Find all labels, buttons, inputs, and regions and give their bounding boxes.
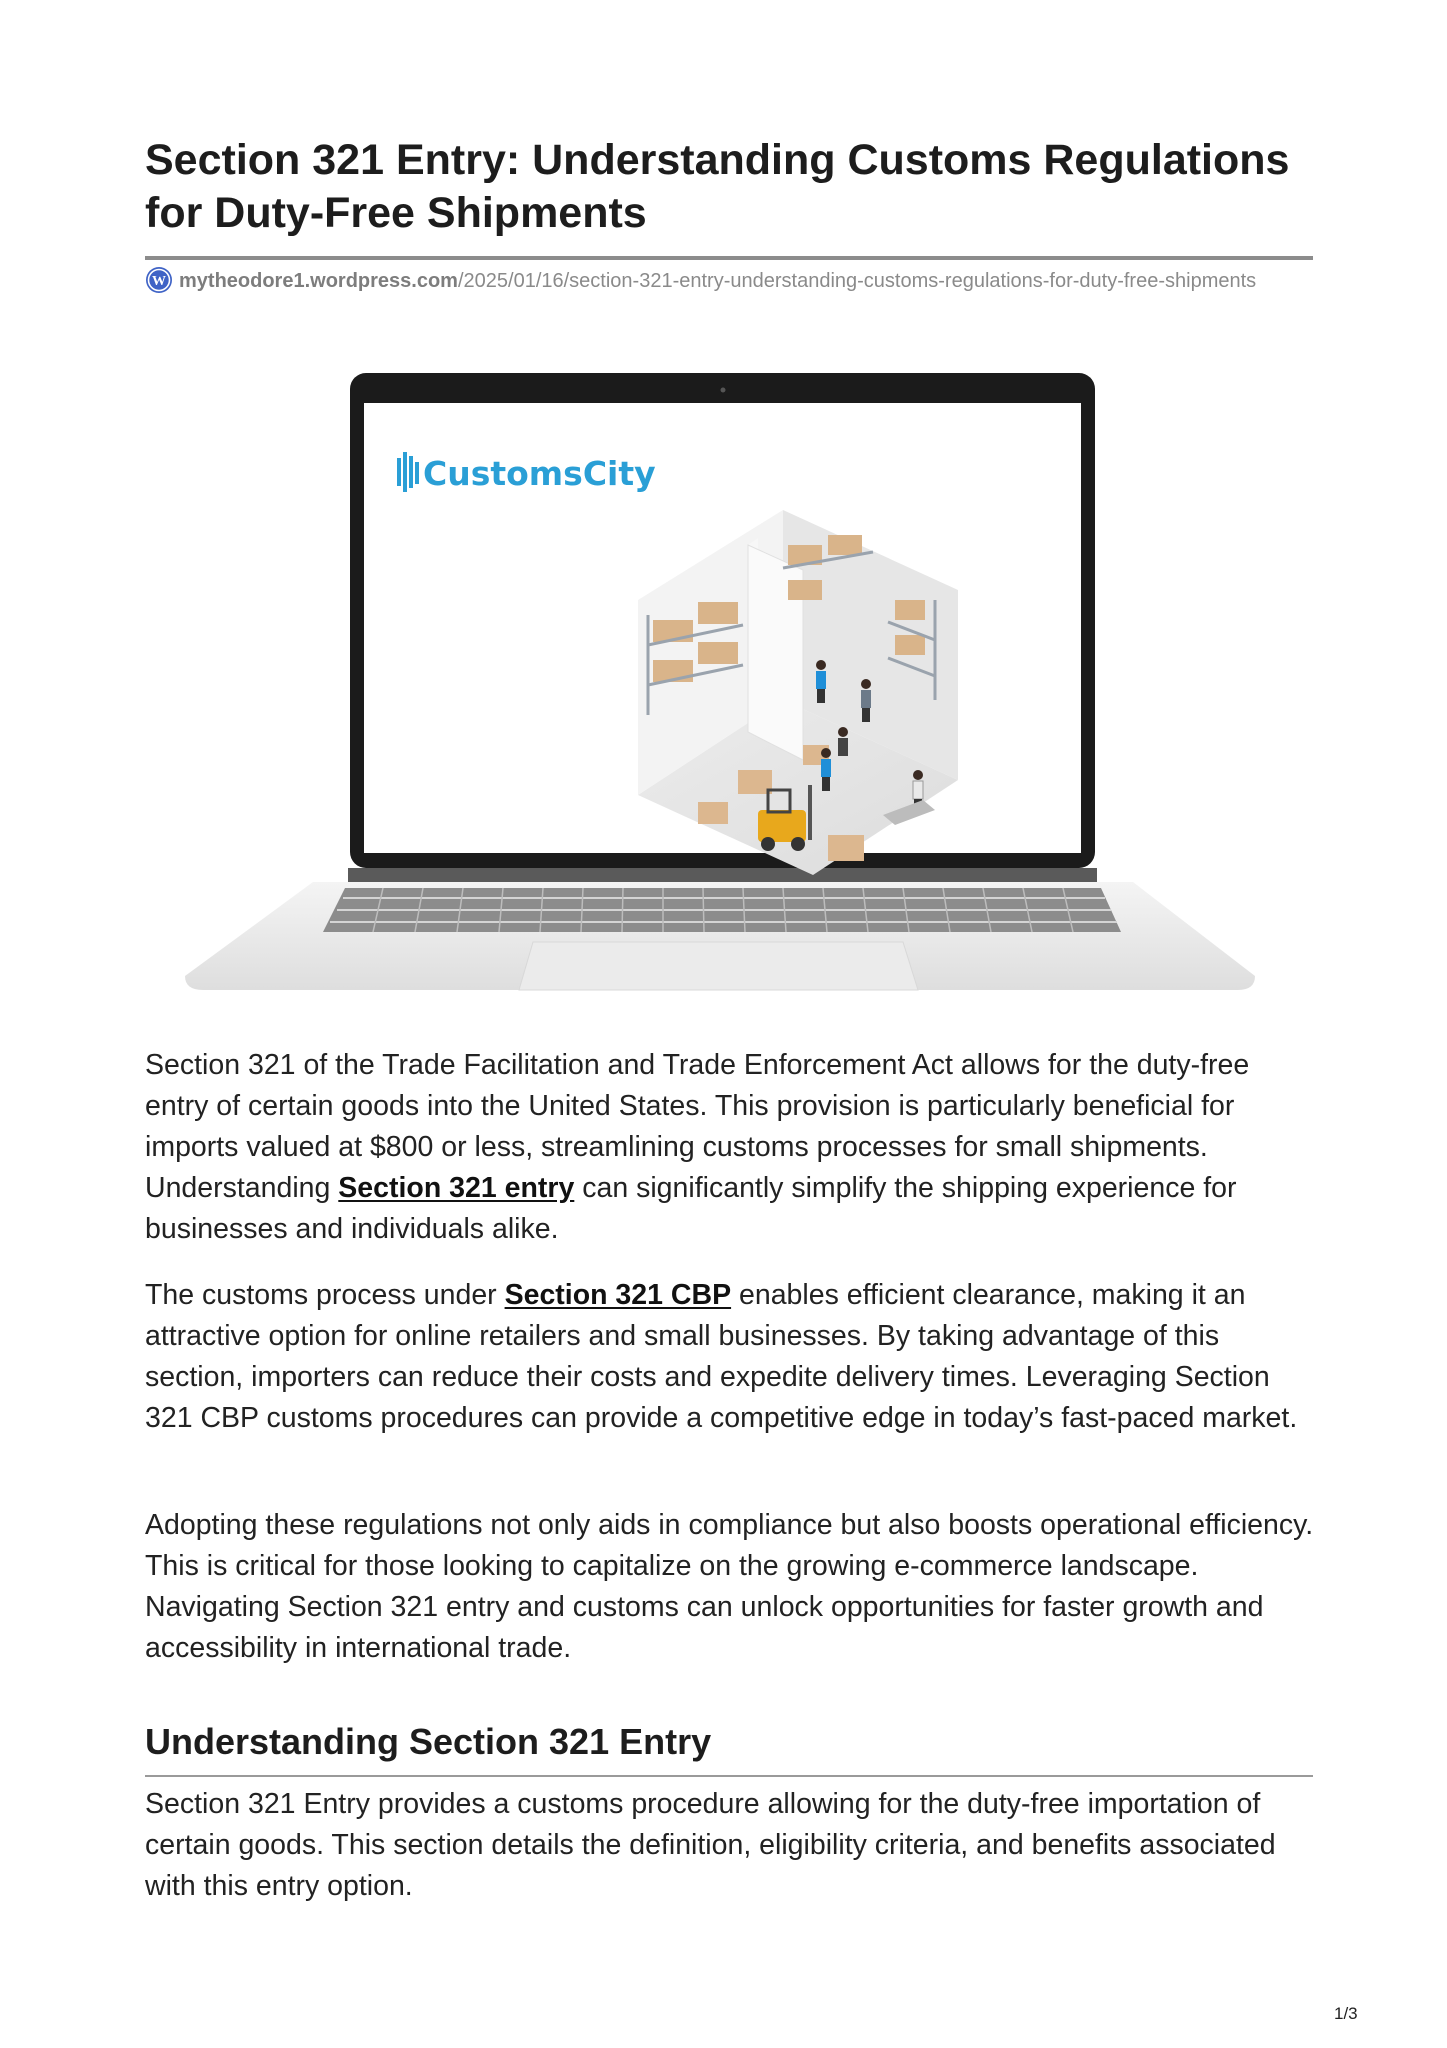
- section-paragraph: Section 321 Entry provides a customs procedure allowing for the duty-free importation of certain goods. This section details the definition, eligibility criteria, and benefits associated with this entry option.: [145, 1788, 1276, 1902]
- hero-logo-text: CustomsCity: [423, 454, 656, 493]
- source-path: /2025/01/16/section-321-entry-understanding-customs-regulations-for-duty-free-shipments: [457, 270, 1257, 292]
- wordpress-icon: [145, 266, 173, 294]
- page-number: 1/3: [1334, 2004, 1358, 2023]
- intro-paragraph-2: The customs process under Section 321 CBP enables efficient clearance, making it an attractive option for online retailers and small businesses. By taking advantage of this section, importers can reduce their costs and expedite delivery times. Leveraging Section 321 CBP customs procedures can provide a competitive edge in today’s fast-paced market.: [145, 1279, 1298, 1434]
- section-heading: Understanding Section 321 Entry: [145, 1721, 712, 1762]
- section-321-entry-link[interactable]: Section 321 entry: [338, 1172, 575, 1204]
- intro-paragraph-1: Section 321 of the Trade Facilitation and Trade Enforcement Act allows for the duty-free entry of certain goods into the United States. This provision is particularly beneficial for imports valued at $800 or less, streamlining customs processes for small shipments. Understanding Section 321 entry can significantly simplify the shipping experience for businesses and individuals alike.: [145, 1049, 1250, 1245]
- source-domain: mytheodore1.wordpress.com: [179, 270, 458, 292]
- article-title: Section 321 Entry: Understanding Customs Regulations for Duty-Free Shipments: [145, 136, 1290, 237]
- hero-laptop-image: [183, 370, 1255, 1000]
- svg-text:W: W: [152, 274, 166, 289]
- section-321-cbp-link[interactable]: Section 321 CBP: [504, 1279, 732, 1311]
- section-heading-divider: [145, 1775, 1313, 1777]
- title-divider: [145, 256, 1313, 260]
- intro-paragraph-3: Adopting these regulations not only aids in compliance but also boosts operational efficiency. This is critical for those looking to capitalize on the growing e-commerce landscape. Navigating Section 321 entry and customs can unlock opportunities for faster growth and accessibility in international trade.: [145, 1509, 1314, 1664]
- source-url[interactable]: [145, 266, 1313, 296]
